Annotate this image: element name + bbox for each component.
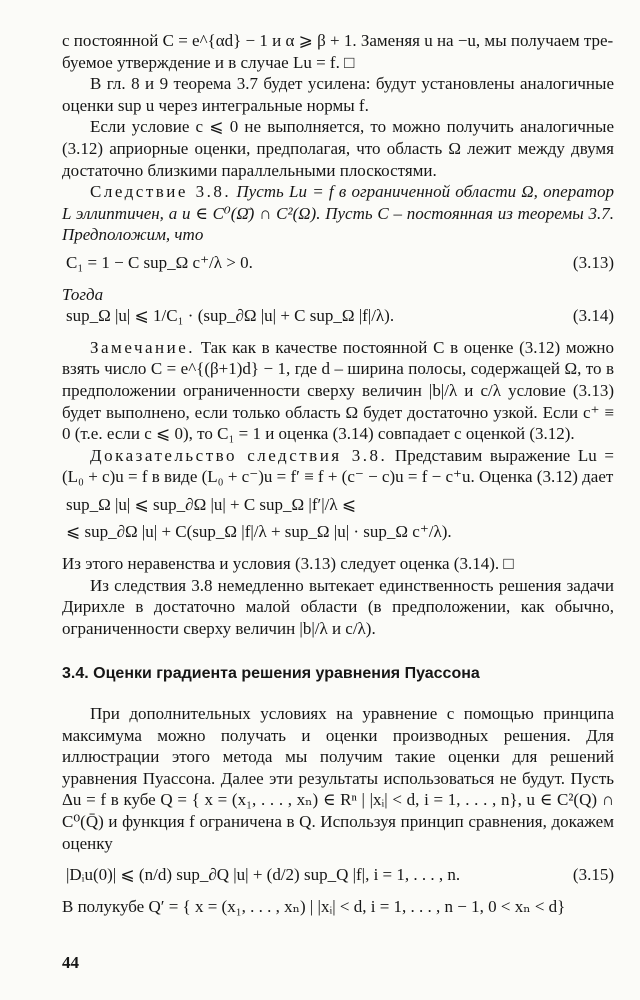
- text-line: Из этого неравенства и условия (3.13) следует оценка (3.14). □: [62, 554, 514, 574]
- equation-3-13: [62, 252, 614, 274]
- proof-text: Представим выражение Lu = (L₀ + c)u = f в виде (L₀ + c⁻)u = f′ ≡ f + (c⁻ − c)u = f − c⁺u. Оценка (3.12) дает: [62, 445, 614, 487]
- text-line: В полукубе Q′ = { x = (x₁, . . . , xₙ) | |xᵢ| < d, i = 1, . . . , n − 1, 0 < xₙ < d}: [62, 896, 566, 916]
- section-heading: 3.4. Оценки градиента решения уравнения Пуассона: [62, 665, 480, 683]
- equation-3-14: [62, 305, 614, 327]
- equation-proof-2: [62, 521, 614, 543]
- remark-text: Так как в качестве постоянной C в оценке (3.12) можно взять число C = e^{(β+1)d} − 1, где d – ширина полосы, содержащей Ω, то в предположении ограниченности сверху величин |b|/λ и c/λ условие (3.13) будет выполнено, если только область Ω будет достаточно узкой. Если c⁺ ≡ 0 (т.е. если c ⩽ 0), то C₁ = 1 и оценка (3.14) совпадает с оценкой (3.12).: [62, 337, 614, 444]
- page-number: 44: [62, 953, 79, 972]
- equation-body: sup_Ω |u| ⩽ sup_∂Ω |u| + C sup_Ω |f′|/λ ⩽: [66, 494, 357, 514]
- corollary-text: Пусть Lu = f в ограниченной области Ω, оператор L эллиптичен, а u ∈ C⁰(Ω̄) ∩ C²(Ω). Пусть C – постоянная из теоремы 3.7. Предположим, что: [62, 182, 614, 245]
- paragraph: При дополнительных условиях на уравнение с помощью принципа максимума можно получать и оценки производных решения. Для иллюстрации этого метода мы получим такие оценки для решений уравнения Пуассона. Далее эти результаты использоваться не будут. Пусть Δu = f в кубе Q = { x = (x₁, . . . , xₙ) ∈ Rⁿ | |xᵢ| < d, i = 1, . . . , n}, u ∈ C²(Q) ∩ C⁰(Q̄) и функция f ограничена в Q. Используя принцип сравнения, докажем оценку: [62, 704, 614, 853]
- equation-proof-1: [62, 494, 614, 516]
- text-line: буемое утверждение и в случае Lu = f. □: [62, 52, 355, 72]
- corollary: [62, 181, 614, 246]
- paragraph: Если условие c ⩽ 0 не выполняется, то можно получить аналогичные (3.12) априорные оценки, предполагая, что область Ω лежит между двумя достаточно близкими параллельными плоскостями.: [62, 117, 614, 180]
- paragraph: В гл. 8 и 9 теорема 3.7 будет усилена: будут установлены аналогичные оценки sup u через интегральные нормы f.: [62, 74, 614, 115]
- togda-word: Тогда: [62, 284, 104, 304]
- equation-number: (3.14): [572, 306, 614, 326]
- equation-number: (3.13): [572, 252, 614, 272]
- remark: [62, 337, 614, 445]
- equation-number: (3.15): [572, 865, 614, 885]
- remark-label: Замечание.: [90, 337, 196, 357]
- equation-body: ⩽ sup_∂Ω |u| + C(sup_Ω |f|/λ + sup_Ω |u| · sup_Ω c⁺/λ).: [66, 522, 452, 542]
- text-line: [62, 284, 614, 306]
- text-line: с постоянной C = e^{αd} − 1 и α ⩾ β + 1. Заменяя u на −u, мы получаем тре-: [62, 31, 614, 50]
- equation-body: C₁ = 1 − C sup_Ω c⁺/λ > 0.: [66, 252, 253, 272]
- proof: [62, 445, 614, 488]
- proof-label: Доказательство следствия 3.8.: [90, 445, 388, 465]
- equation-3-15: [62, 864, 614, 886]
- equation-body: |Dᵢu(0)| ⩽ (n/d) sup_∂Q |u| + (d/2) sup_Q |f|, i = 1, . . . , n.: [66, 865, 461, 885]
- equation-body: sup_Ω |u| ⩽ 1/C₁ · (sup_∂Ω |u| + C sup_Ω |f|/λ).: [66, 306, 395, 326]
- paragraph: Из следствия 3.8 немедленно вытекает единственность решения задачи Дирихле в достаточно малой области (в предположении, как обычно, ограниченности сверху величин |b|/λ и c/λ).: [62, 575, 614, 638]
- corollary-label: Следствие 3.8.: [90, 182, 232, 202]
